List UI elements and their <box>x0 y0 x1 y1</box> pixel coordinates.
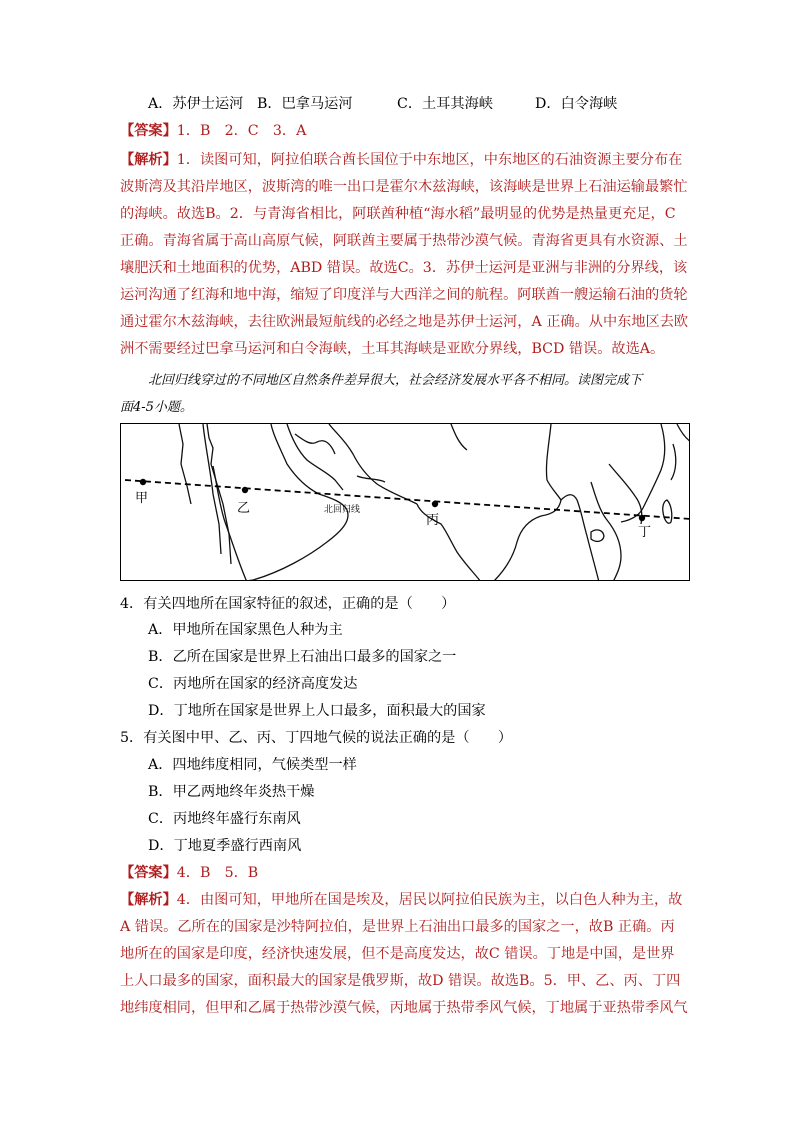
map-svg <box>121 424 690 581</box>
analysis-1-line-1: 波斯湾及其沿岸地区，波斯湾的唯一出口是霍尔木兹海峡，该海峡是世界上石油运输最繁忙 <box>120 179 688 195</box>
question-5-option-b: B．甲乙两地终年炎热干燥 <box>148 784 315 800</box>
tropic-of-cancer-map <box>120 423 690 581</box>
intro-line-1: 北回归线穿过的不同地区自然条件差异很大，社会经济发展水平各不相同。读图完成下 <box>148 373 643 388</box>
analysis-2-line-3: 上人口最多的国家，面积最大的国家是俄罗斯，故D 错误。故选B。5．甲、乙、丙、丁四 <box>120 973 681 989</box>
answer-block-1 <box>120 121 306 141</box>
analysis-1-line-6: 通过霍尔木兹海峡，去往欧洲最短航线的必经之地是苏伊士运河，A 正确。从中东地区去欧 <box>120 314 689 330</box>
label-bing: 丙 <box>426 513 440 528</box>
option-a: A．苏伊士运河 <box>148 96 244 112</box>
analysis-text: 4．由图可知，甲地所在国是埃及，居民以阿拉伯民族为主，以白色人种为主，故 <box>176 892 683 908</box>
question-4-option-d: D．丁地所在国家是世界上人口最多，面积最大的国家 <box>148 703 486 719</box>
analysis-1-line-7: 洲不需要经过巴拿马运河和白令海峡，土耳其海峡是亚欧分界线，BCD 错误。故选A。 <box>120 341 665 357</box>
analysis-2-line-0 <box>120 890 682 910</box>
question-4-option-b: B．乙所在国家是世界上石油出口最多的国家之一 <box>148 649 457 665</box>
point-bing <box>432 501 438 507</box>
intro-line-2: 面4-5小题。 <box>120 400 193 415</box>
analysis-2-line-2: 地所在的国家是印度，经济快速发展，但不是高度发达，故C 错误。丁地是中国，是世界 <box>120 946 675 962</box>
analysis-tag: 【解析】 <box>120 892 177 908</box>
analysis-1-line-5: 运河沟通了红海和地中海，缩短了印度洋与大西洋之间的航程。阿联酋一艘运输石油的货轮 <box>120 287 688 303</box>
answer-block-2 <box>120 863 258 883</box>
label-jia: 甲 <box>135 491 149 506</box>
option-d: D．白令海峡 <box>535 96 618 112</box>
question-5-stem: 5．有关图中甲、乙、丙、丁四地气候的说法正确的是（ ） <box>120 730 513 746</box>
analysis-2-line-4: 地纬度相同，但甲和乙属于热带沙漠气候，丙地属于热带季风气候，丁地属于亚热带季风气 <box>120 1000 688 1016</box>
tropic-of-cancer-line <box>125 480 690 519</box>
answer-tag: 【答案】 <box>120 123 177 139</box>
answer-text: 1．B 2．C 3．A <box>176 123 307 139</box>
question-5-option-c: C．丙地终年盛行东南风 <box>148 811 301 827</box>
question-4-stem: 4．有关四地所在国家特征的叙述，正确的是（ ） <box>120 596 456 612</box>
analysis-text: 1．读图可知，阿拉伯联合酋长国位于中东地区，中东地区的石油资源主要分布在 <box>176 152 683 168</box>
analysis-tag: 【解析】 <box>120 152 177 168</box>
analysis-1-line-2: 的海峡。故选B。2．与青海省相比，阿联酋种植“海水稻”最明显的优势是热量更充足，C <box>120 206 676 222</box>
analysis-2-line-1: A 错误。乙所在的国家是沙特阿拉伯，是世界上石油出口最多的国家之一，故B 正确。丙 <box>120 919 675 935</box>
point-ding <box>639 515 645 521</box>
analysis-1-line-0 <box>120 150 682 170</box>
option-b: B．巴拿马运河 <box>257 96 353 112</box>
answer-tag: 【答案】 <box>120 865 177 881</box>
label-tropic: 北回归线 <box>324 505 361 515</box>
analysis-1-line-4: 壤肥沃和土地面积的优势，ABD 错误。故选C。3．苏伊士运河是亚洲与非洲的分界线，该 <box>120 260 688 276</box>
question-5-option-d: D．丁地夏季盛行西南风 <box>148 838 302 854</box>
question-4-option-a: A．甲地所在国家黑色人种为主 <box>148 622 343 638</box>
point-yi <box>242 487 248 493</box>
option-c: C．土耳其海峡 <box>397 96 493 112</box>
question-5-option-a: A．四地纬度相同，气候类型一样 <box>148 757 357 773</box>
label-yi: 乙 <box>237 501 251 516</box>
analysis-1-line-3: 正确。青海省属于高山高原气候，阿联酋主要属于热带沙漠气候。青海省更具有水资源、土 <box>120 233 688 249</box>
answer-text: 4．B 5．B <box>176 865 259 881</box>
label-ding: 丁 <box>638 525 652 540</box>
question-4-option-c: C．丙地所在国家的经济高度发达 <box>148 676 358 692</box>
point-jia <box>140 479 146 485</box>
